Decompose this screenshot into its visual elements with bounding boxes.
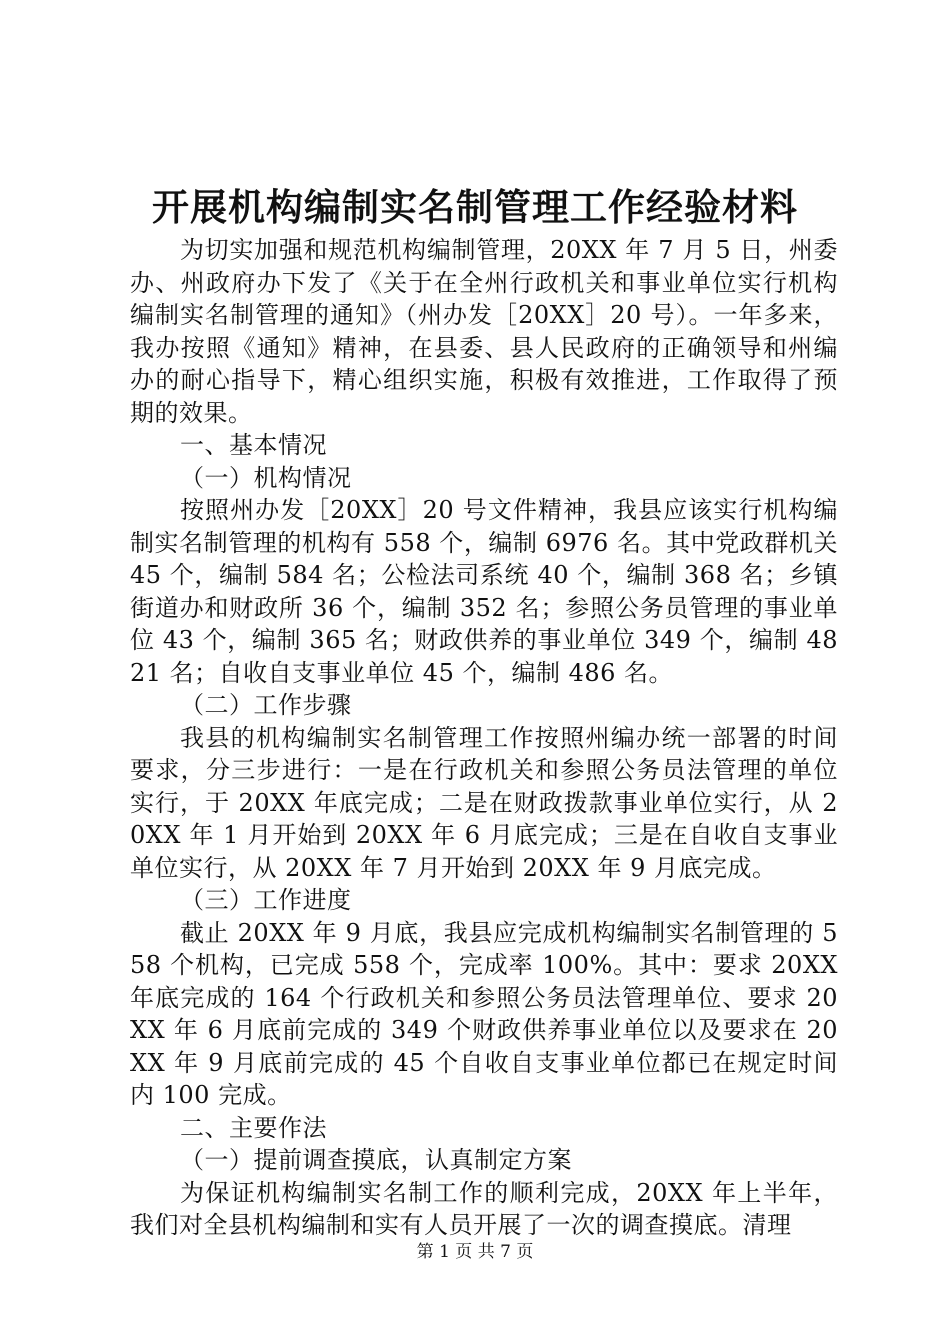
- steps-paragraph: 我县的机构编制实名制管理工作按照州编办统一部署的时间要求，分三步进行：一是在行政机关和参照公务员法管理的单位实行，于 20XX 年底完成；二是在财政拨款事业单位实行，从 20XX 年 1 月开始到 20XX 年 6 月底完成；三是在自收自支事业单位实行，从 20XX 年 7 月开始到 20XX 年 9 月底完成。: [130, 723, 838, 882]
- subsection-heading-progress: （三）工作进度: [180, 886, 352, 914]
- survey-paragraph: 为保证机构编制实名制工作的顺利完成，20XX 年上半年，我们对全县机构编制和实有人员开展了一次的调查摸底。清理: [130, 1178, 838, 1239]
- document-body: [130, 234, 838, 1242]
- page-footer: [0, 1240, 950, 1264]
- subsection-heading-survey: （一）提前调查摸底，认真制定方案: [180, 1146, 572, 1174]
- section-heading-methods: 二、主要作法: [180, 1113, 327, 1142]
- page-number-label: 第 1 页 共 7 页: [416, 1242, 534, 1262]
- intro-paragraph: 为切实加强和规范机构编制管理，20XX 年 7 月 5 日，州委办、州政府办下发了《关于在全州行政机关和事业单位实行机构编制实名制管理的通知》（州办发［20XX］20 号）。一年多来，我办按照《通知》精神，在县委、县人民政府的正确领导和州编办的耐心指导下，精心组织实施，积极有效推进，工作取得了预期的效果。: [130, 236, 838, 427]
- subsection-heading-steps: （二）工作步骤: [180, 691, 352, 719]
- institutions-paragraph: 按照州办发［20XX］20 号文件精神，我县应该实行机构编制实名制管理的机构有 558 个，编制 6976 名。其中党政群机关 45 个，编制 584 名；公检法司系统 40 个，编制 368 名；乡镇街道办和财政所 36 个，编制 352 名；参照公务员管理的事业单位 43 个，编制 365 名；财政供养的事业单位 349 个，编制 4821 名；自收自支事业单位 45 个，编制 486 名。: [130, 496, 838, 687]
- page-title: 开展机构编制实名制管理工作经验材料: [152, 185, 798, 229]
- section-heading-basic: 一、基本情况: [180, 431, 327, 459]
- subsection-heading-institutions: （一）机构情况: [180, 463, 352, 492]
- progress-paragraph: 截止 20XX 年 9 月底，我县应完成机构编制实名制管理的 558 个机构，已完成 558 个，完成率 100%。其中：要求 20XX 年底完成的 164 个行政机关和参照公务员法管理单位、要求 20XX 年 6 月底前完成的 349 个财政供养事业单位以及要求在 20XX 年 9 月底前完成的 45 个自收自支事业单位都已在规定时间内 100 完成。: [130, 918, 838, 1109]
